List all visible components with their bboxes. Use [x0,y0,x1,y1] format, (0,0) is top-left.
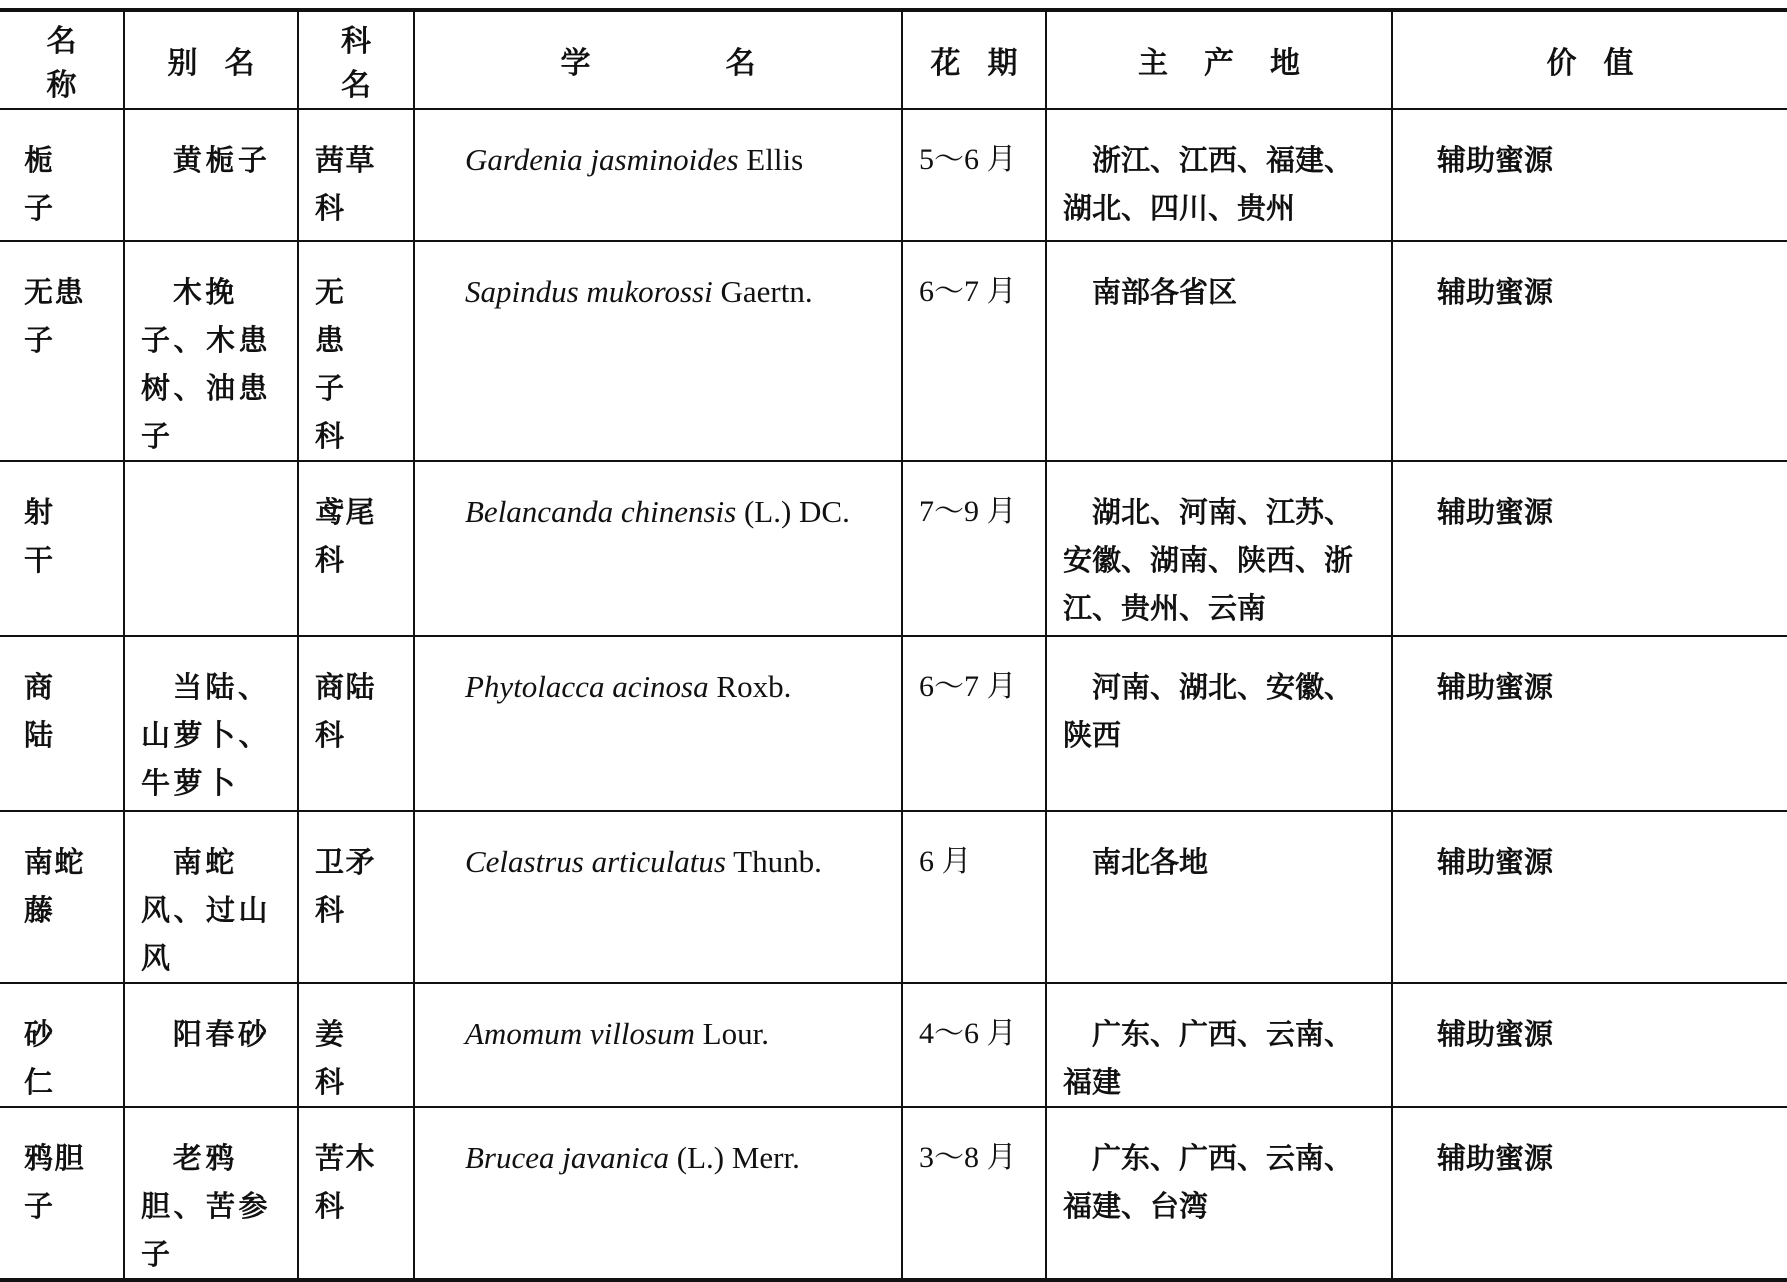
cell-origin: 南北各地 [1092,845,1209,879]
cell-name: 商 陆 [24,670,93,752]
cell-scientific-name [415,242,901,316]
table-row [0,636,1787,811]
cell-alias: 阳春砂 [172,1017,271,1051]
cell-flowering: 5～6 月 [919,143,1017,176]
header-value: 价值 [1392,10,1787,109]
sci-genus-species: Celastrus articulatus [465,844,726,879]
cell-family: 苦木科 [315,1141,376,1223]
table-row [0,1107,1787,1280]
sci-author: Lour. [694,1016,769,1051]
cell-flowering: 6～7 月 [919,275,1017,308]
cell-alias [125,462,297,488]
cell-value: 辅助蜜源 [1437,845,1554,879]
table-row [0,983,1787,1107]
header-family: 科名 [298,10,414,109]
header-alias: 别名 [124,10,298,109]
cell-flowering: 6 月 [919,845,972,878]
cell-alias: 木挽子、木患树、油患子 [141,275,271,453]
cell-value: 辅助蜜源 [1437,670,1554,704]
cell-origin: 湖北、河南、江苏、安徽、湖南、陕西、浙江、贵州、云南 [1063,495,1354,625]
header-name: 名称 [0,10,124,109]
table-body [0,109,1787,1280]
cell-alias: 南蛇风、过山风 [141,845,271,975]
cell-origin: 浙江、江西、福建、湖北、四川、贵州 [1063,143,1354,225]
table-header [0,10,1787,109]
table-row [0,811,1787,983]
header-row [0,10,1787,109]
nectar-plant-table [0,8,1787,1282]
sci-author: Gaertn. [712,274,813,309]
cell-family: 商陆科 [315,670,376,752]
sci-author: Roxb. [708,669,792,704]
cell-value: 辅助蜜源 [1437,495,1554,529]
sci-genus-species: Sapindus mukorossi [465,274,713,309]
cell-flowering: 4～6 月 [919,1017,1017,1050]
cell-name: 栀 子 [24,143,93,225]
cell-value: 辅助蜜源 [1437,1017,1554,1051]
cell-family: 卫矛科 [315,845,376,927]
cell-name: 射 干 [24,495,93,577]
cell-alias: 当陆、山萝卜、牛萝卜 [141,670,271,800]
sci-genus-species: Phytolacca acinosa [465,669,709,704]
cell-scientific-name [415,812,901,886]
cell-family: 姜 科 [315,1017,374,1099]
cell-name: 无患子 [24,275,85,357]
cell-flowering: 6～7 月 [919,670,1017,703]
sci-author: (L.) Merr. [669,1140,800,1175]
cell-name: 砂 仁 [24,1017,93,1099]
cell-name: 南蛇藤 [24,845,85,927]
header-scientific-name: 学名 [414,10,902,109]
cell-scientific-name [415,1108,901,1182]
cell-alias: 黄栀子 [172,143,271,177]
cell-flowering: 7～9 月 [919,495,1017,528]
sci-genus-species: Gardenia jasminoides [465,142,739,177]
sci-author: Ellis [738,142,804,177]
cell-scientific-name [415,110,901,184]
cell-origin: 广东、广西、云南、福建、台湾 [1063,1141,1354,1223]
table-row [0,461,1787,636]
sci-genus-species: Brucea javanica [465,1140,670,1175]
cell-family: 茜草科 [315,143,376,225]
cell-value: 辅助蜜源 [1437,1141,1554,1175]
header-flowering: 花期 [902,10,1046,109]
cell-value: 辅助蜜源 [1437,275,1554,309]
sci-genus-species: Amomum villosum [465,1016,695,1051]
sci-genus-species: Belancanda chinensis [465,494,737,529]
cell-scientific-name [415,462,901,536]
cell-alias: 老鸦胆、苦参子 [141,1141,271,1271]
table-row [0,109,1787,241]
cell-origin: 广东、广西、云南、福建 [1063,1017,1354,1099]
cell-scientific-name [415,637,901,711]
header-origin: 主产地 [1046,10,1392,109]
cell-value: 辅助蜜源 [1437,143,1554,177]
cell-family: 鸢尾科 [315,495,376,577]
cell-origin: 河南、湖北、安徽、陕西 [1063,670,1354,752]
cell-origin: 南部各省区 [1092,275,1238,309]
cell-flowering: 3～8 月 [919,1141,1017,1174]
sci-author: Thunb. [725,844,822,879]
sci-author: (L.) DC. [736,494,850,529]
cell-family: 无患子科 [315,275,374,453]
cell-scientific-name [415,984,901,1058]
cell-name: 鸦胆子 [24,1141,85,1223]
table-row [0,241,1787,461]
